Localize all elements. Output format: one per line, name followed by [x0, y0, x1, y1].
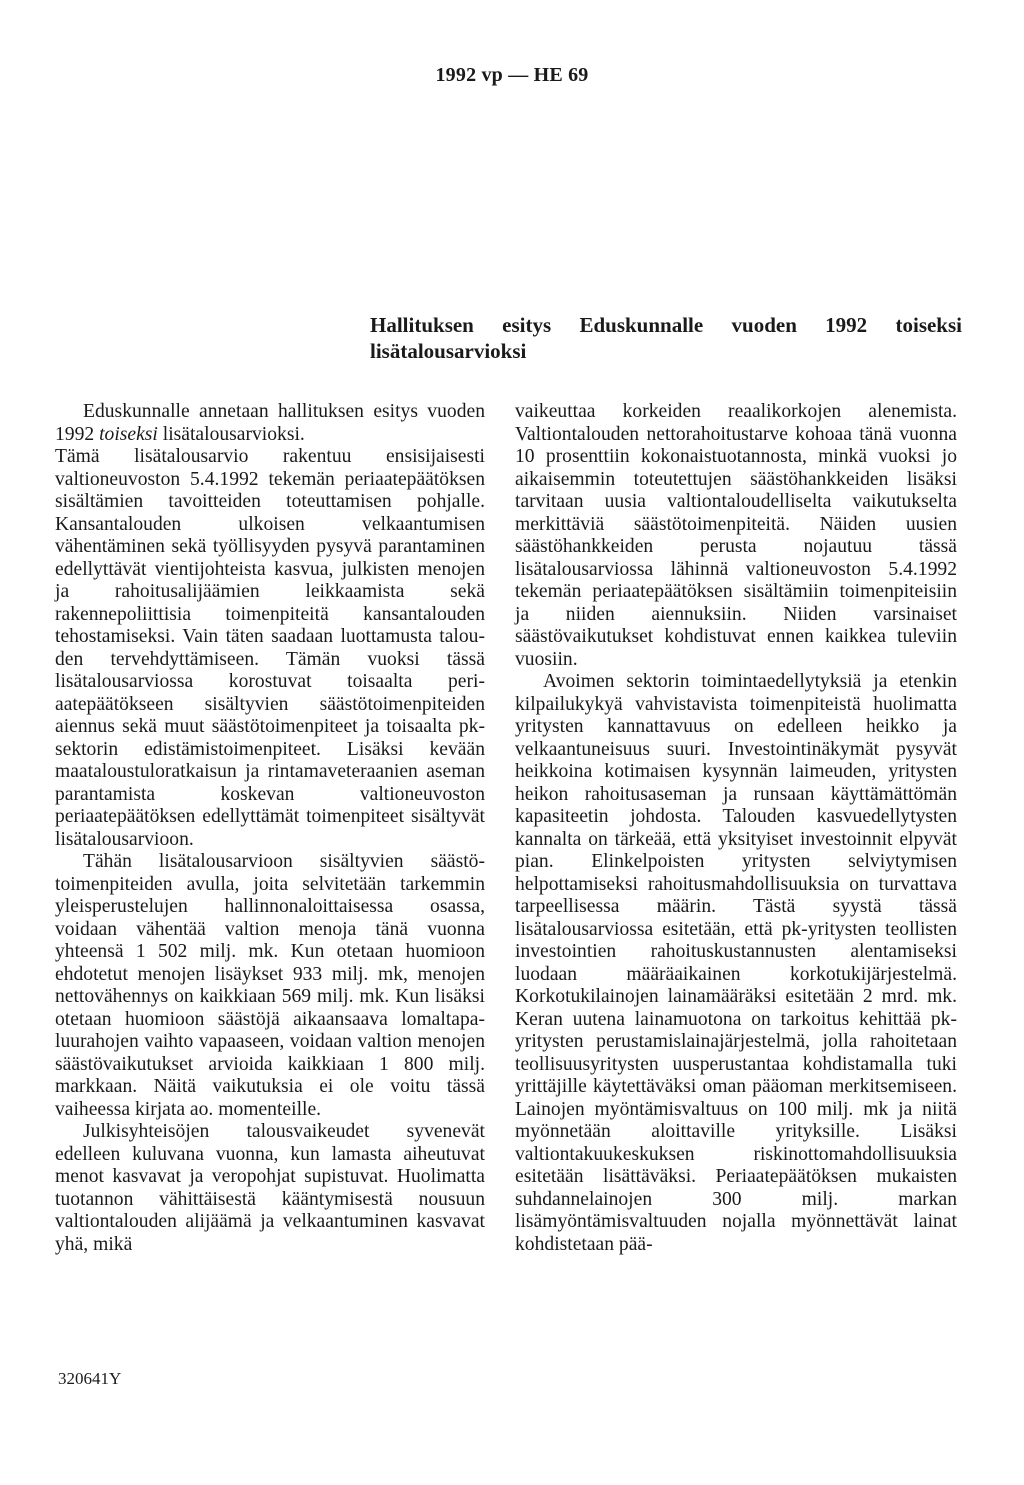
- right-column: [515, 401, 957, 1256]
- paragraph-open-sector: Avoimen sektorin toimintaedellytyksiä ja etenkin kilpailukykyä vahvistavista toimenpiteistä huolimatta yritysten kannattavuus on edelleen heikko ja velkaantuneisuus suuri. Investointinäkymät pysyvät heikkoina kotimaisen kysynnän laimeuden, yritysten heikon rahoitusaseman ja runsaan käyttämättömän kapasiteetin johdosta. Talouden kasvuedellytysten kannalta on tärkeää, että yksityiset investoinnit elpyvät pian. Elinkelpoisten yritysten selviytymisen helpottamiseksi rahoitusmahdollisuuksia on turvattava tarpeellisessa määrin. Tästä syystä tässä lisätalousarviossa esitetään, että pk-yritysten teollisten investointien rahoituskustannusten alentamiseksi luodaan määräaikainen korkotukijärjestelmä. Korkotukilainojen lainamääräksi esitetään 2 mrd. mk. Keran uutena lainamuotona on tarkoitus kehittää pk-yritysten perustamislainajärjestelmä, jolla rahoitetaan teollisuusyritysten uusperustantaa kohdistamalla tuki yrittäjille käytettäväksi oman pääoman merkitsemiseen. Lainojen myöntämisvaltuus on 100 milj. mk ja niitä myönnetään aloittaville yrityksille. Lisäksi valtiontakuukeskuksen riskinottomahdollisuuksia esitetään lisättäväksi. Periaatepäätöksen mukaisten suhdannelainojen 300 milj. markan lisämyöntämisvaltuuden nojalla myönnettävät lainat kohdistetaan pää-: [515, 671, 957, 1255]
- document-title: Hallituksen esitys Eduskunnalle vuoden 1992 toiseksi lisätalousarvioksi: [370, 313, 962, 363]
- intro-text-start: Eduskunnalle annetaan hallituksen esitys vuoden 1992: [55, 401, 485, 445]
- paragraph-intro: [55, 401, 485, 446]
- paragraph-continuation: vaikeuttaa korkeiden reaalikorkojen alenemista. Valtiontalouden nettorahoitustarve kohoaa tänä vuonna 10 prosenttiin kokonaistuotannosta, minkä vuoksi jo aikaisemmin toteutettujen säästöhankkeiden lisäksi tarvitaan uusia valtiontaloudelliselta vaikutukselta merkittäviä säästötoimenpiteitä. Näiden uusien säästöhankkeiden perusta nojautuu tässä lisätalousarviossa lähinnä valtioneuvoston 5.4.1992 tekemän periaatepäätöksen sisältämiin toimenpiteisiin ja niiden aiennuksiin. Niiden varsinaiset säästövaikutukset kohdistuvat ennen kaikkea tuleviin vuosiin.: [515, 401, 957, 670]
- left-column: [55, 401, 485, 1256]
- paragraph-public-finances: Julkisyhteisöjen talousvaikeudet syvenevät edelleen kuluvana vuonna, kun lamasta aiheutuvat menot kasvavat ja veropohjat supistuvat. Huolimatta tuotannon vähittäisestä kääntymisestä nousuun valtiontalouden alijäämä ja velkaantuminen kasvavat yhä, mikä: [55, 1121, 485, 1255]
- intro-text-end: lisätalousarvioksi.: [157, 423, 305, 445]
- paragraph-savings: Tähän lisätalousarvioon sisältyvien säästötoimenpiteiden avulla, joita selvitetään tarkemmin yleisperustelujen hallinnonaloittaisessa osassa, voidaan vähentää valtion menoja tänä vuonna yhteensä 1 502 milj. mk. Kun otetaan huomioon ehdotetut menojen lisäykset 933 milj. mk, menojen nettovähennys on kaikkiaan 569 milj. mk. Kun lisäksi otetaan huomioon säästöjä aikaansaava lomaltapaluurahojen vaihto vapaaseen, voidaan valtion menojen säästövaikutukset arvioida kaikkiaan 1 800 milj. markkaan. Näitä vaikutuksia ei ole voitu tässä vaiheessa kirjata ao. momenteille.: [55, 851, 485, 1120]
- print-code: 320641Y: [58, 1369, 122, 1388]
- paragraph-basis: Tämä lisätalousarvio rakentuu ensisijaisesti valtioneuvoston 5.4.1992 tekemän periaatepäätöksen sisältämien tavoitteiden toteuttamisen pohjalle. Kansantalouden ulkoisen velkaantumisen vähentäminen sekä työllisyyden pysyvä parantaminen edellyttävät vientijohteista kasvua, julkisten menojen ja rahoitusalijäämien leikkaamista sekä rakennepoliittisia toimenpiteitä kansantalouden tehostamiseksi. Vain täten saadaan luottamusta talouden tervehdyttämiseen. Tämän vuoksi tässä lisätalousarviossa korostuvat toisaalta periaatepäätökseen sisältyvien säästötoimenpiteiden aiennus sekä muut säästötoimenpiteet ja toisaalta pk-sektorin edistämistoimenpiteet. Lisäksi kevään maataloustuloratkaisun ja rintamaveteraanien aseman parantamista koskevan valtioneuvoston periaatepäätöksen edellyttämät toimenpiteet sisältyvät lisätalousarvioon.: [55, 446, 485, 850]
- page-header: 1992 vp — HE 69: [435, 64, 589, 86]
- intro-text-emphasis: toiseksi: [99, 423, 158, 445]
